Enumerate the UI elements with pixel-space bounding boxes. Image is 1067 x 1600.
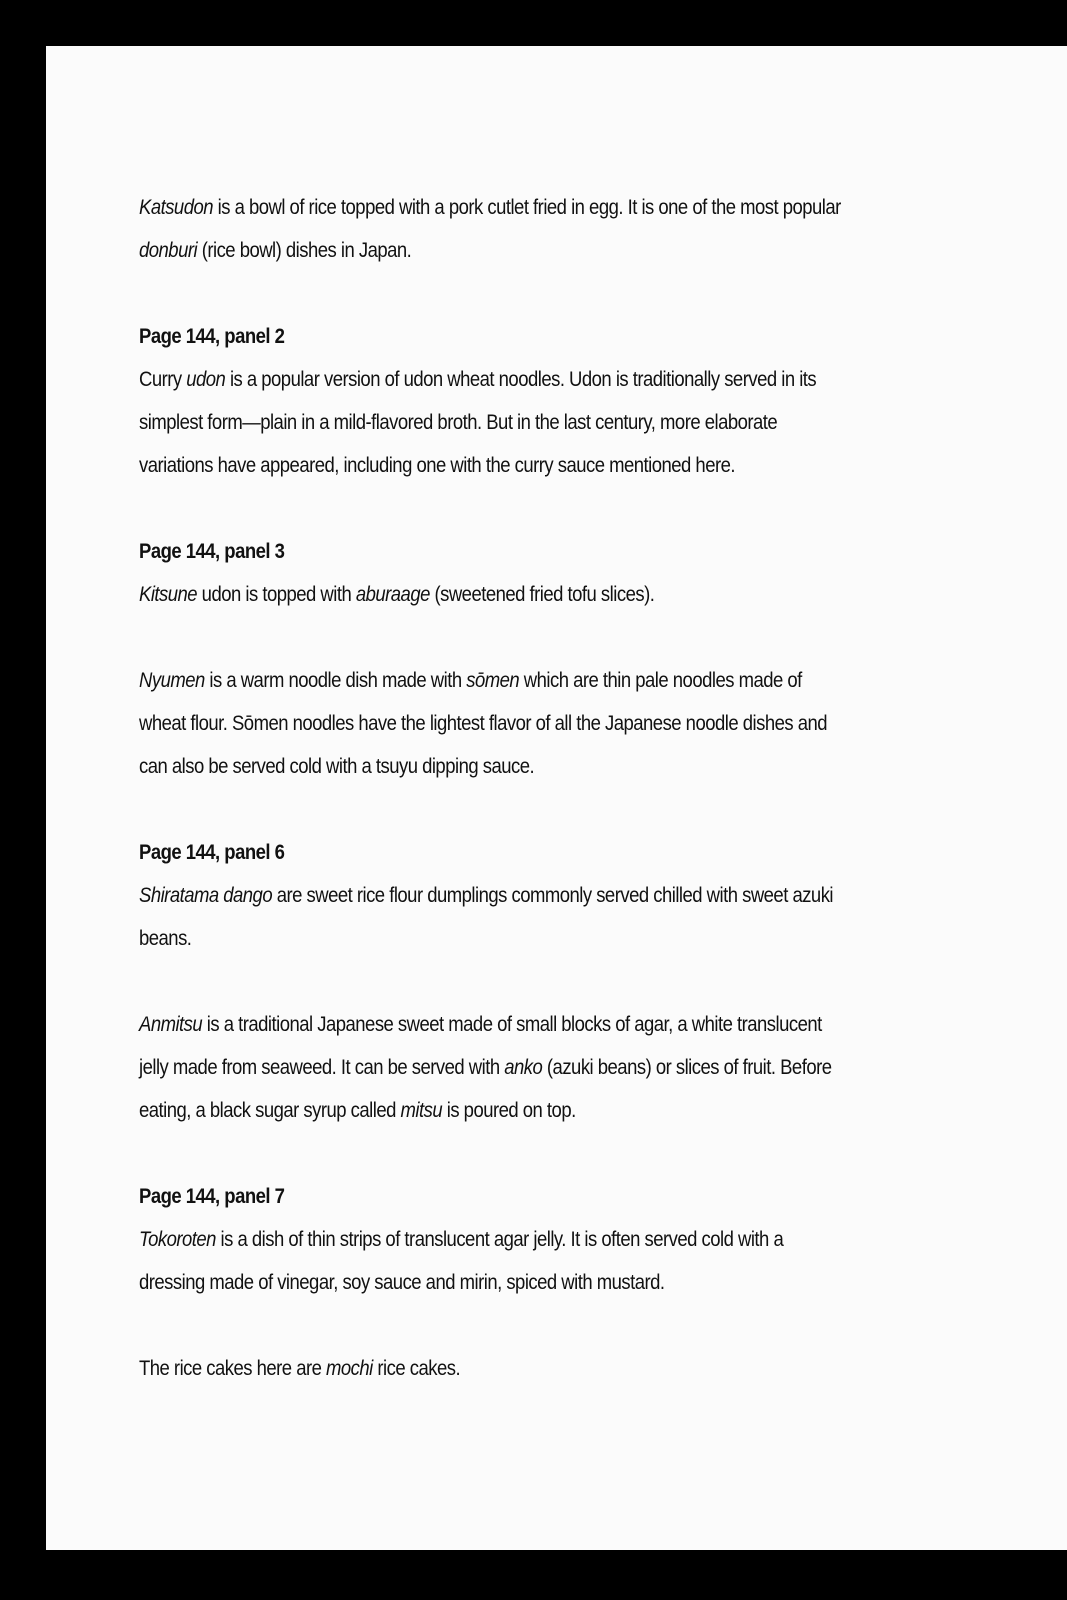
note-paragraph [139,659,853,788]
text-run: (azuki beans) or slices of fruit. Before eating, a black sugar syrup called [139,1055,832,1122]
text-run: is a dish of thin strips of translucent agar jelly. It is often served cold with a dressing made of vinegar, soy sauce and mirin, spiced with mustard. [139,1227,784,1294]
note-paragraph [139,1218,853,1304]
text-run: which are thin pale noodles made of wheat flour. Sōmen noodles have the lightest flavor of all the Japanese noodle dishes and can also be served cold with a tsuyu dipping sauce. [139,668,828,778]
text-run: is a traditional Japanese sweet made of small blocks of agar, a white translucent jelly made from seaweed. It can be served with [139,1012,822,1079]
text-run: rice cakes. [372,1356,461,1380]
italic-term: Nyumen [139,668,205,692]
note-paragraph [139,1003,853,1132]
italic-term: Anmitsu [139,1012,203,1036]
italic-term: donburi [139,238,198,262]
note-paragraph [139,573,853,616]
section-heading: Page 144, panel 3 [139,539,285,563]
note-paragraph [139,874,853,960]
italic-term: Shiratama dango [139,883,273,907]
section-heading: Page 144, panel 2 [139,324,285,348]
italic-term: sōmen [466,668,520,692]
text-run: The rice cakes here are [139,1356,326,1380]
notes-body [139,186,853,1433]
note-paragraph [139,1347,853,1390]
italic-term: mitsu [400,1098,443,1122]
italic-term: Kitsune [139,582,198,606]
italic-term: Katsudon [139,195,214,219]
italic-term: aburaage [355,582,430,606]
italic-term: udon [186,367,226,391]
text-run: Curry [139,367,187,391]
note-paragraph [139,358,853,487]
section-heading: Page 144, panel 6 [139,840,285,864]
document-page [46,46,1067,1550]
text-run: is a warm noodle dish made with [204,668,467,692]
text-run: (sweetened fried tofu slices). [429,582,655,606]
text-run: udon is topped with [197,582,356,606]
italic-term: Tokoroten [139,1227,216,1251]
text-run: is a popular version of udon wheat noodles. Udon is traditionally served in its simplest form—plain in a mild-flavored broth. But in the last century, more elaborate variations have appeared, including one with the curry sauce mentioned here. [139,367,817,477]
note-paragraph [139,186,853,272]
text-run: are sweet rice flour dumplings commonly served chilled with sweet azuki beans. [139,883,834,950]
section-heading: Page 144, panel 7 [139,1184,285,1208]
text-run: (rice bowl) dishes in Japan. [197,238,412,262]
italic-term: anko [504,1055,543,1079]
text-run: is poured on top. [442,1098,576,1122]
italic-term: mochi [325,1356,373,1380]
text-run: is a bowl of rice topped with a pork cutlet fried in egg. It is one of the most popular [213,195,841,219]
